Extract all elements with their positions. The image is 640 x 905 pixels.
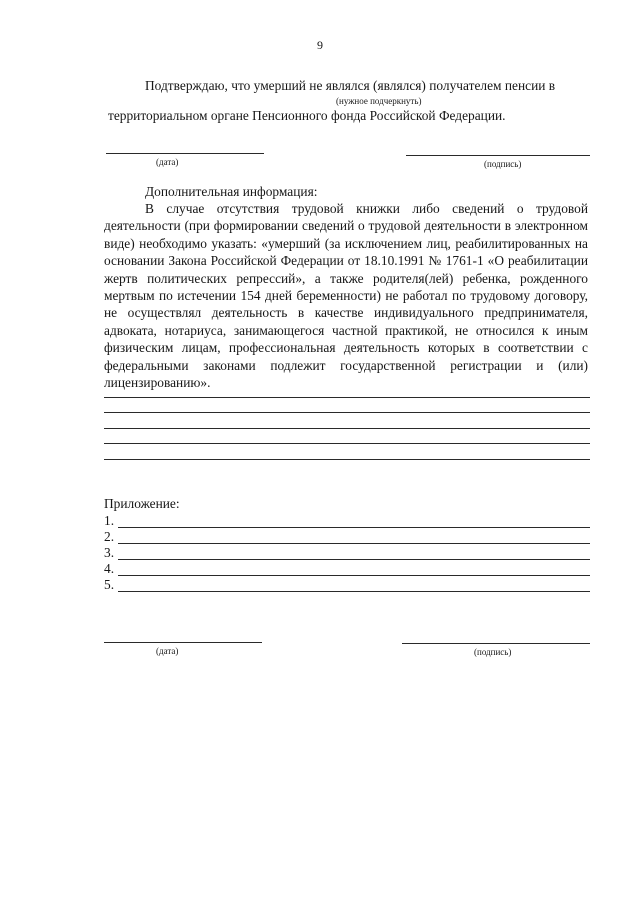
appendix-item: [104, 513, 590, 529]
appendix-item-number: 5.: [104, 577, 115, 592]
writing-line[interactable]: [104, 443, 590, 444]
writing-line[interactable]: [104, 459, 590, 460]
appendix-item-number: 3.: [104, 545, 115, 560]
appendix-item-line[interactable]: [118, 543, 590, 544]
additional-info-title: Дополнительная информация:: [145, 184, 318, 199]
appendix-item-line[interactable]: [118, 591, 590, 592]
date-caption-2: (дата): [156, 646, 179, 656]
appendix-item-line[interactable]: [118, 527, 590, 528]
date-line-2[interactable]: [104, 642, 262, 643]
date-caption-1: (дата): [156, 157, 179, 167]
appendix-item-line[interactable]: [118, 559, 590, 560]
additional-info-paragraph: В случае отсутствия трудовой книжки либо сведений о трудовой деятельности (при формировании сведений о трудовой деятельности в электронном виде) необходимо указать: «умерший (за исключением лиц, реабилитированных на основании Закона Российской Федерации от 18.10.1991 № 1761-1 «О реабилитации жертв политических репрессий», а также родителя(лей) ребенка, рожденного мертвым по истечении 154 дней беременности) не работал по трудовому договору, не осуществлял деятельность в качестве индивидуального предпринимателя, адвоката, нотариуса, занимающегося частной практикой, не относился к иным физическим лицам, профессиональная деятельность которых в соответствии с федеральными законами подлежит государственной регистрации и (или) лицензированию».: [104, 201, 588, 391]
appendix-item: [104, 561, 590, 577]
confirm-statement-line-2: территориальном органе Пенсионного фонда Российской Федерации.: [108, 108, 506, 123]
writing-line[interactable]: [104, 397, 590, 398]
appendix-item: [104, 545, 590, 561]
underline-hint: (нужное подчеркнуть): [336, 96, 422, 106]
appendix-item: [104, 577, 590, 593]
confirm-statement-line-1: Подтверждаю, что умерший не являлся (являлся) получателем пенсии в: [145, 78, 556, 93]
page-number: 9: [317, 38, 323, 52]
writing-line[interactable]: [104, 428, 590, 429]
date-line-1[interactable]: [106, 153, 264, 154]
signature-caption-2: (подпись): [474, 647, 512, 657]
signature-line-1[interactable]: [406, 155, 590, 156]
signature-caption-1: (подпись): [484, 159, 522, 169]
appendix-item-number: 2.: [104, 529, 115, 544]
appendix-item: [104, 529, 590, 545]
writing-line[interactable]: [104, 412, 590, 413]
appendix-item-number: 1.: [104, 513, 115, 528]
appendix-item-line[interactable]: [118, 575, 590, 576]
signature-line-2[interactable]: [402, 643, 590, 644]
appendix-item-number: 4.: [104, 561, 115, 576]
appendix-title: Приложение:: [104, 496, 180, 511]
